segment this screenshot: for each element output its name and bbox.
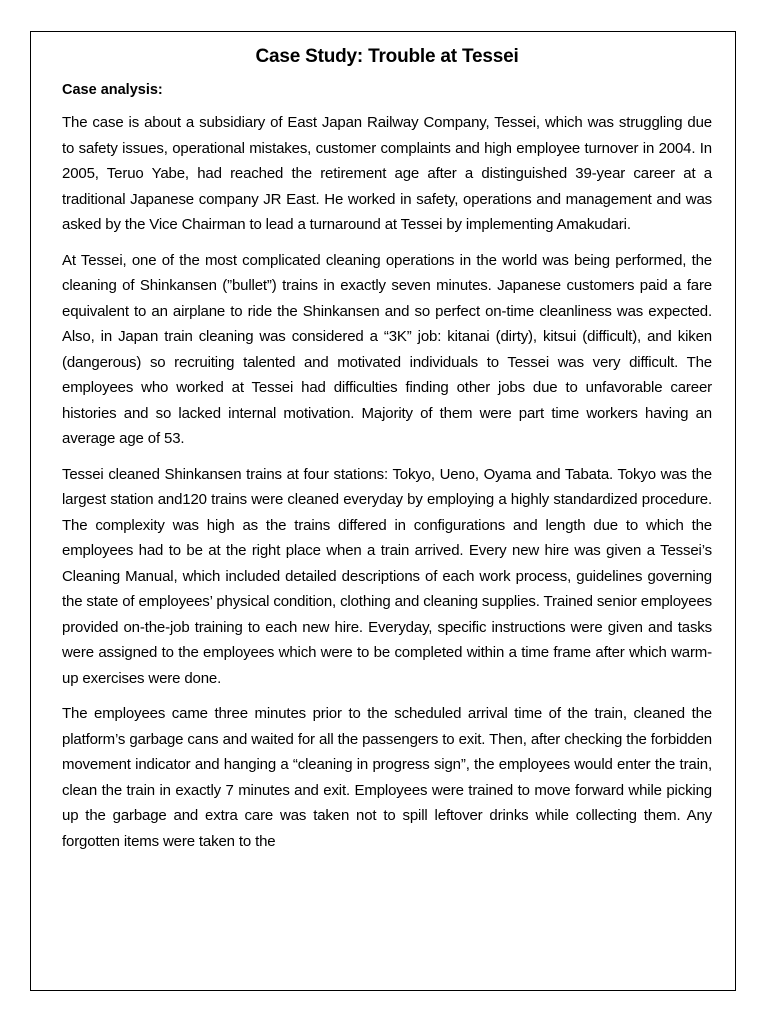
document-title: Case Study: Trouble at Tessei — [255, 46, 519, 67]
paragraph-3: Tessei cleaned Shinkansen trains at four stations: Tokyo, Ueno, Oyama and Tabata. Tokyo was the largest station and120 trains were cleaned everyday by employing a highly standardized procedure. The complexity was high as the trains differed in configurations and length due to which the employees had to be at the right place when a train arrived. Every new hire was given a Tessei’s Cleaning Manual, which included detailed descriptions of each work process, guidelines governing the state of employees’ physical condition, clothing and cleaning supplies. Trained senior employees provided on-the-job training to each new hire. Everyday, specific instructions were given and tasks were assigned to the employees which were to be completed within a time frame after which warm-up exercises were done. — [62, 465, 712, 687]
section-heading: Case analysis: — [62, 82, 163, 98]
paragraph-2: At Tessei, one of the most complicated cleaning operations in the world was being performed, the cleaning of Shinkansen (”bullet”) trains in exactly seven minutes. Japanese customers paid a fare equivalent to an airplane to ride the Shinkansen and so perfect on-time cleanliness was expected. Also, in Japan train cleaning was considered a “3K” job: kitanai (dirty), kitsui (difficult), and kiken (dangerous) so recruiting talented and motivated individuals to Tessei was very difficult. The employees who worked at Tessei had difficulties finding other jobs due to unfavorable career histories and so lacked internal motivation. Majority of them were part time workers having an average age of 53. — [62, 251, 712, 447]
document-body — [62, 46, 712, 864]
paragraph-4: The employees came three minutes prior to the scheduled arrival time of the train, cleaned the platform’s garbage cans and waited for all the passengers to exit. Then, after checking the forbidden movement indicator and hanging a “cleaning in progress sign”, the employees would enter the train, clean the train in exactly 7 minutes and exit. Employees were trained to move forward while picking up the garbage and extra care was taken not to spill leftover drinks while collecting them. Any forgotten items were taken to the — [62, 705, 712, 850]
paragraph-1: The case is about a subsidiary of East Japan Railway Company, Tessei, which was struggling due to safety issues, operational mistakes, customer complaints and high employee turnover in 2004. In 2005, Teruo Yabe, had reached the retirement age after a distinguished 39-year career at a traditional Japanese company JR East. He worked in safety, operations and management and was asked by the Vice Chairman to lead a turnaround at Tessei by implementing Amakudari. — [62, 114, 712, 233]
